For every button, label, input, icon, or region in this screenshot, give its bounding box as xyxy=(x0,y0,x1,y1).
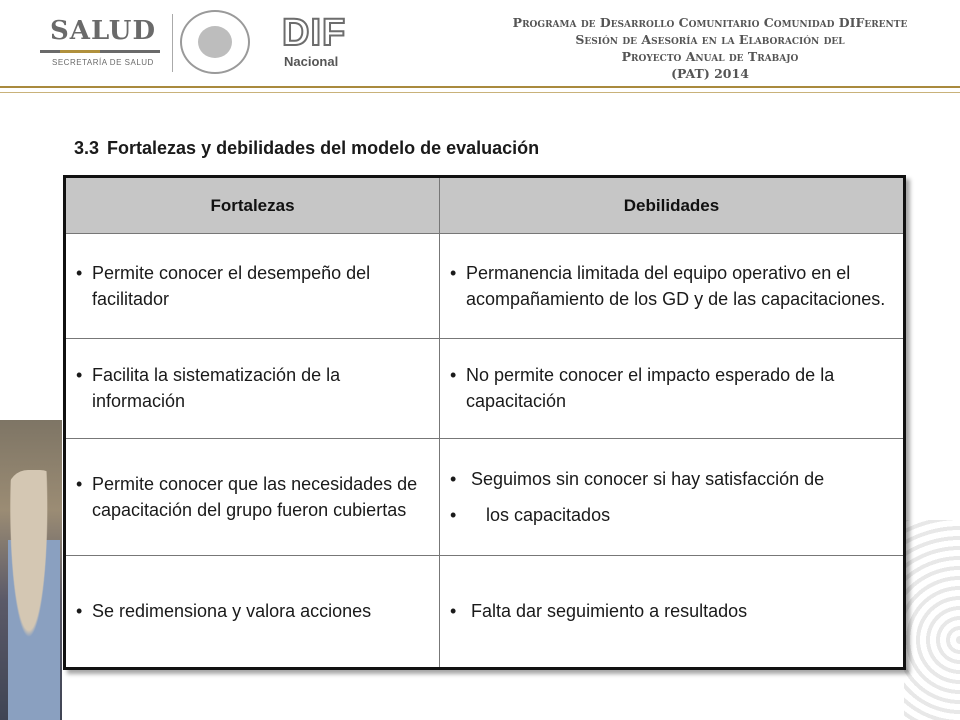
list-item xyxy=(76,260,429,312)
table-row xyxy=(66,338,903,439)
salud-logo-bar xyxy=(40,50,160,53)
weakness-text: No permite conocer el impacto esperado de la capacitación xyxy=(466,365,835,411)
strength-text: Se redimensiona y valora acciones xyxy=(92,601,372,621)
bullet-icon: • xyxy=(450,262,457,283)
weakness-text: Falta dar seguimiento a resultados xyxy=(466,601,748,621)
weakness-cell xyxy=(440,438,903,555)
program-title xyxy=(470,14,950,82)
header-fortalezas: Fortalezas xyxy=(66,178,440,233)
header-rule-secondary xyxy=(0,92,960,93)
header-rule xyxy=(0,86,960,88)
strength-cell xyxy=(66,555,440,667)
weakness-cell xyxy=(440,555,903,667)
comparison-table xyxy=(63,175,906,670)
table-row xyxy=(66,555,903,667)
bullet-icon: • xyxy=(450,504,457,525)
dif-logo-subtitle: Nacional xyxy=(284,54,339,69)
list-item xyxy=(76,598,429,624)
program-line: (PAT) 2014 xyxy=(671,66,749,81)
program-line: Proyecto Anual de Trabajo xyxy=(621,49,799,64)
list-item xyxy=(450,497,893,533)
section-title xyxy=(74,138,539,159)
seal-emblem-icon xyxy=(198,26,232,58)
table-header-row xyxy=(66,178,903,234)
salud-logo-accent xyxy=(60,50,100,53)
header-debilidades: Debilidades xyxy=(623,195,720,215)
section-number: 3.3 xyxy=(74,138,100,158)
weakness-text: Permanencia limitada del equipo operativo en el acompañamiento de los GD y de las capacitaciones. xyxy=(466,262,886,309)
decorative-pattern xyxy=(904,520,960,720)
list-item xyxy=(450,598,893,624)
mexico-seal-icon xyxy=(180,10,250,74)
table-row xyxy=(66,438,903,556)
bullet-icon: • xyxy=(76,365,83,385)
bullet-icon: • xyxy=(450,601,457,621)
list-item xyxy=(76,471,429,523)
bullet-icon: • xyxy=(450,468,457,489)
dif-logo-text: DIF xyxy=(282,12,347,54)
strength-text: Permite conocer que las necesidades de capacitación del grupo fueron cubiertas xyxy=(92,473,418,520)
strength-cell xyxy=(66,233,440,338)
weakness-cell xyxy=(440,338,903,438)
table-row xyxy=(66,233,903,339)
section-title-text: Fortalezas y debilidades del modelo de evaluación xyxy=(107,138,540,158)
strength-text: Facilita la sistematización de la información xyxy=(92,365,341,411)
salud-logo xyxy=(40,16,165,72)
program-line: Sesión de Asesoría en la Elaboración del xyxy=(575,32,845,47)
logo-divider xyxy=(172,14,173,72)
list-item xyxy=(450,260,893,312)
program-line: Programa de Desarrollo Comunitario Comunidad DIFerente xyxy=(512,15,908,30)
list-item xyxy=(450,461,893,497)
weakness-cell xyxy=(440,233,903,338)
weakness-text: los capacitados xyxy=(466,504,611,525)
salud-logo-text: SALUD xyxy=(50,16,157,46)
bullet-icon: • xyxy=(76,262,83,283)
person-photo xyxy=(8,470,60,720)
bullet-icon: • xyxy=(450,365,457,385)
page-header xyxy=(0,0,960,86)
dif-logo xyxy=(282,12,352,72)
bullet-icon: • xyxy=(76,601,83,621)
list-item xyxy=(450,362,893,414)
salud-logo-subtitle: SECRETARÍA DE SALUD xyxy=(52,58,154,67)
strength-cell xyxy=(66,338,440,438)
strength-cell xyxy=(66,438,440,555)
weakness-text: Seguimos sin conocer si hay satisfacción de xyxy=(466,468,825,489)
strength-text: Permite conocer el desempeño del facilitador xyxy=(92,262,371,309)
bullet-icon: • xyxy=(76,473,83,494)
list-item xyxy=(76,362,429,414)
